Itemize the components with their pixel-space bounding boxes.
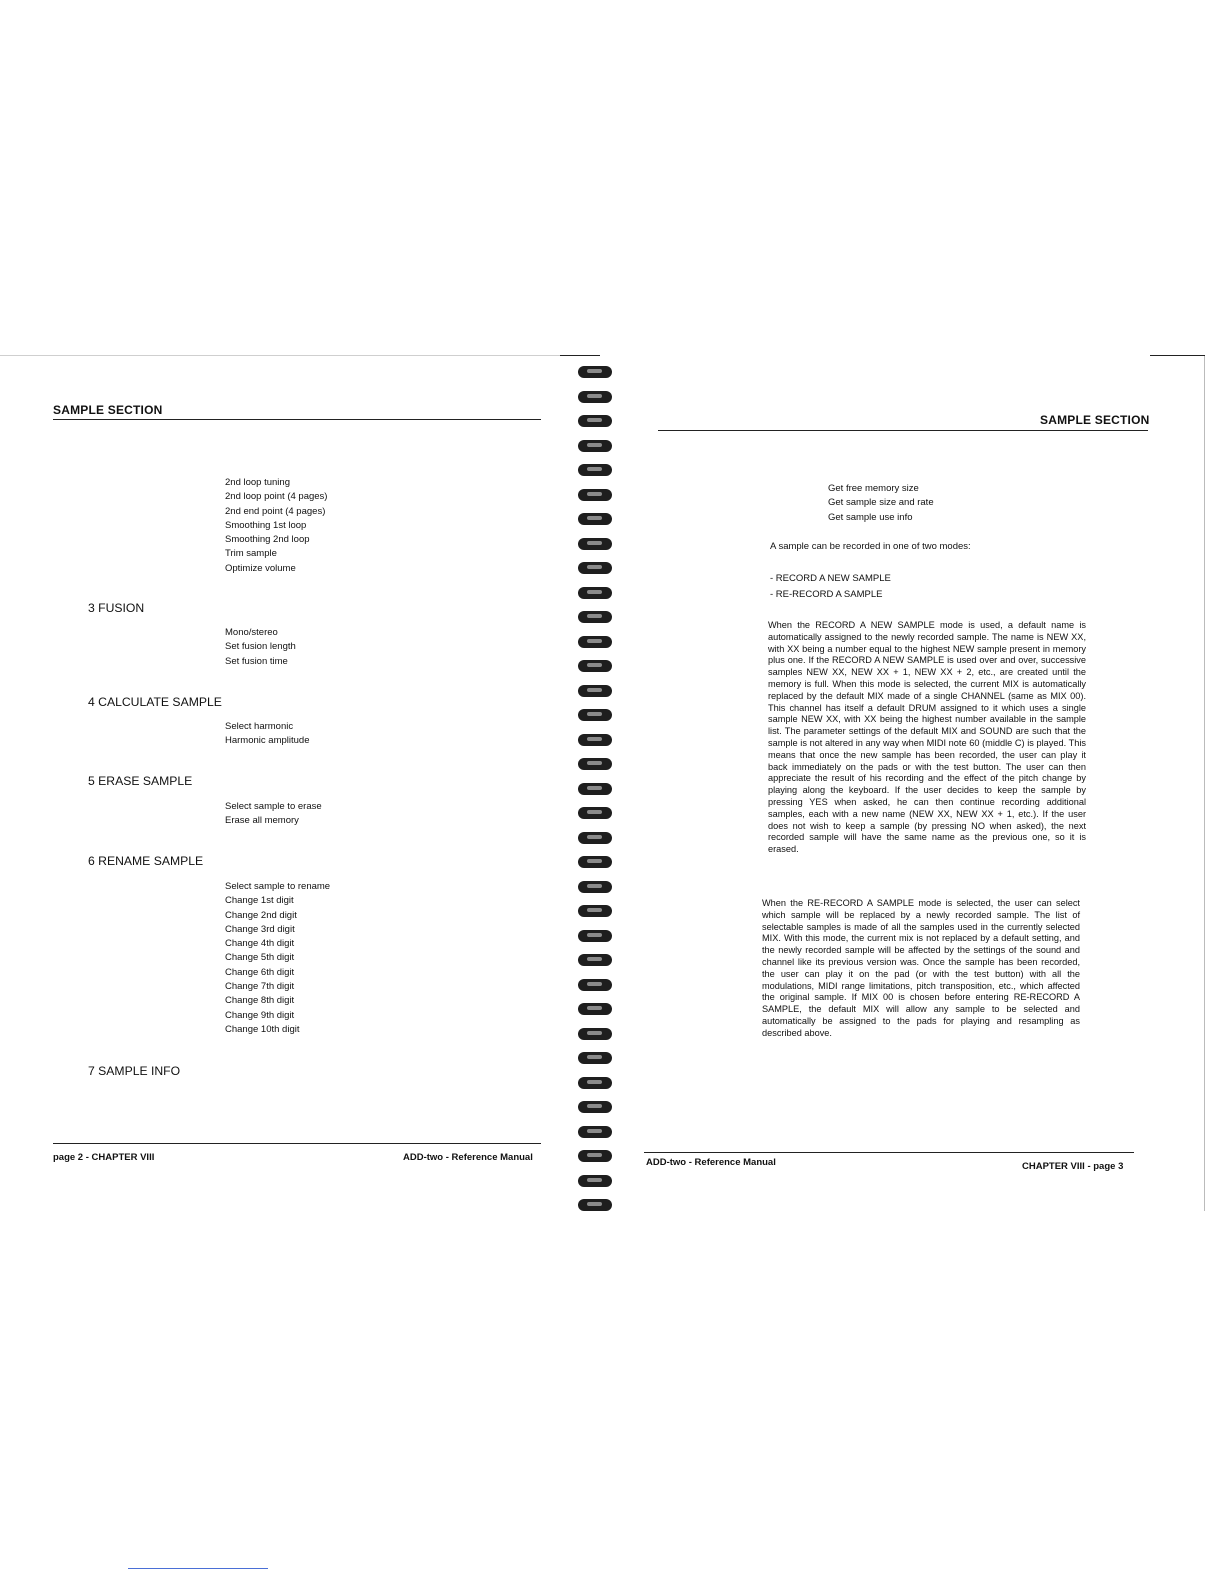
list-item: Select sample to erase — [225, 801, 322, 812]
binding-ring — [578, 636, 612, 648]
re-record-paragraph: When the RE-RECORD A SAMPLE mode is selected, the user can select which sample will be replaced by a newly recorded sample. The list of selectable samples is made of all the samples used in the currently selected MIX. With this mode, the current mix is not replaced by a default setting, and the newly recorded sample will be affected by the settings of the sound and channel like its previous version was. Once the sample has been recorded, the user can play it on the pad (or with the test button) with all the modulations, MIDI range limitations, pitch transposition, etc., which affected the original sample. If MIX 00 is chosen before entering RE-RECORD A SAMPLE, the default MIX will allow any sample to be selected and automatically be assigned to the pads for playing and resampling as described above. — [762, 898, 1080, 1038]
binding-ring — [578, 391, 612, 403]
binding-ring — [578, 562, 612, 574]
info-item-list — [828, 482, 934, 525]
list-item: Get sample use info — [828, 511, 913, 523]
section-title-calculate-sample: 4 CALCULATE SAMPLE — [88, 695, 222, 709]
section-title-fusion: 3 FUSION — [88, 601, 145, 615]
list-item: Harmonic amplitude — [225, 735, 310, 747]
binding-ring — [578, 660, 612, 672]
mode-list — [770, 571, 891, 603]
right-header-rule — [658, 430, 1148, 431]
binding-ring — [578, 783, 612, 795]
erase-item-list — [225, 800, 322, 829]
section-title-sample-info: 7 SAMPLE INFO — [88, 1064, 181, 1078]
binding-ring — [578, 685, 612, 697]
list-item: Get free memory size — [828, 483, 919, 494]
list-item: Change 1st digit — [225, 895, 294, 907]
binding-ring — [578, 1028, 612, 1040]
binding-ring — [578, 930, 612, 942]
binding-ring — [578, 1199, 612, 1211]
binding-ring — [578, 709, 612, 721]
list-item: 2nd loop tuning — [225, 477, 290, 488]
binding-ring — [578, 954, 612, 966]
list-item: Trim sample — [225, 548, 277, 560]
right-footer-rule — [644, 1152, 1134, 1153]
binding-ring — [578, 587, 612, 599]
binding-ring — [578, 1150, 612, 1162]
list-item: Erase all memory — [225, 815, 299, 827]
left-page-header: SAMPLE SECTION — [53, 403, 163, 417]
binding-ring — [578, 734, 612, 746]
list-item: 2nd loop point (4 pages) — [225, 491, 328, 503]
left-header-rule — [53, 419, 541, 420]
binding-ring — [578, 611, 612, 623]
list-item: Select sample to rename — [225, 881, 331, 892]
binding-ring — [578, 415, 612, 427]
binding-ring — [578, 440, 612, 452]
binding-ring — [578, 1077, 612, 1089]
binding-ring — [578, 489, 612, 501]
left-footer-page: page 2 - CHAPTER VIII — [53, 1152, 155, 1163]
binding-ring — [578, 832, 612, 844]
binding-ring — [578, 1003, 612, 1015]
modes-intro: A sample can be recorded in one of two modes: — [770, 541, 971, 552]
left-page — [0, 0, 590, 1584]
section-title-rename-sample: 6 RENAME SAMPLE — [88, 854, 204, 868]
list-item: Mono/stereo — [225, 627, 278, 638]
list-item: Change 10th digit — [225, 1023, 300, 1035]
binding-ring — [578, 979, 612, 991]
rename-item-list — [225, 880, 330, 1037]
binding-ring — [578, 538, 612, 550]
left-footer-title: ADD-two - Reference Manual — [403, 1152, 533, 1163]
list-item: Smoothing 2nd loop — [225, 534, 310, 546]
right-page — [620, 0, 1210, 1584]
list-item: Change 7th digit — [225, 981, 295, 993]
right-page-header: SAMPLE SECTION — [1040, 413, 1150, 427]
fusion-item-list — [225, 626, 296, 669]
list-item: Get sample size and rate — [828, 497, 934, 509]
scan-artifact-line — [128, 1568, 268, 1569]
binding-ring — [578, 1101, 612, 1113]
list-item: Select harmonic — [225, 721, 294, 732]
list-item: Change 2nd digit — [225, 909, 297, 921]
list-item: Set fusion time — [225, 655, 288, 667]
list-item: Set fusion length — [225, 641, 296, 653]
binding-ring — [578, 1126, 612, 1138]
spiral-binding — [578, 366, 614, 1216]
list-item: - RECORD A NEW SAMPLE — [770, 573, 891, 584]
list-item: Change 4th digit — [225, 938, 295, 950]
binding-ring — [578, 1052, 612, 1064]
binding-ring — [578, 807, 612, 819]
section-title-erase-sample: 5 ERASE SAMPLE — [88, 774, 193, 788]
list-item: Change 5th digit — [225, 952, 295, 964]
binding-ring — [578, 366, 612, 378]
binding-ring — [578, 464, 612, 476]
list-item: 2nd end point (4 pages) — [225, 505, 326, 517]
binding-ring — [578, 881, 612, 893]
list-item: - RE-RECORD A SAMPLE — [770, 589, 883, 600]
list-item: Change 6th digit — [225, 966, 295, 978]
list-item: Smoothing 1st loop — [225, 519, 307, 531]
left-footer-rule — [53, 1143, 541, 1144]
right-footer-page: CHAPTER VIII - page 3 — [1022, 1161, 1124, 1172]
right-footer-title: ADD-two - Reference Manual — [646, 1157, 776, 1168]
binding-ring — [578, 856, 612, 868]
list-item: Change 8th digit — [225, 995, 295, 1007]
binding-ring — [578, 1175, 612, 1187]
binding-ring — [578, 758, 612, 770]
record-new-paragraph: When the RECORD A NEW SAMPLE mode is used, a default name is automatically assigned to the newly recorded sample. The name is NEW XX, with XX being a number equal to the highest NEW sample present in memory plus one. If the RECORD A NEW SAMPLE is used over and over, successive samples NEW XX, NEW XX + 1, NEW XX + 2, etc., are created until the memory is full. When this mode is selected, the current MIX is automatically replaced by the default MIX made of a single CHANNEL (same as MIX 00). This channel has itself a default DRUM assigned to it which uses a single sample NEW XX, with XX being the highest number available in the sample list. The parameter settings of the default MIX and SOUND are such that the sample is not altered in any way when MIDI note 60 (middle C) is played. This means that once the new sample has been recorded, the user can play it back immediately on the pads or with the test button. The user can then appreciate the result of his recording and the effect of the pitch change by playing along the keyboard. If the user decides to keep the sample by pressing YES when asked, he can then continue recording additional samples, each with a new name (NEW XX, NEW XX + 1, etc.). If the user does not wish to keep a sample (by pressing NO when asked), the next recorded sample will have the same name as the previous one, so it is erased. — [768, 620, 1086, 855]
binding-ring — [578, 905, 612, 917]
list-item: Change 3rd digit — [225, 923, 295, 935]
continued-item-list — [225, 476, 327, 576]
calculate-item-list — [225, 720, 309, 749]
binding-ring — [578, 513, 612, 525]
list-item: Change 9th digit — [225, 1009, 295, 1021]
list-item: Optimize volume — [225, 562, 296, 574]
